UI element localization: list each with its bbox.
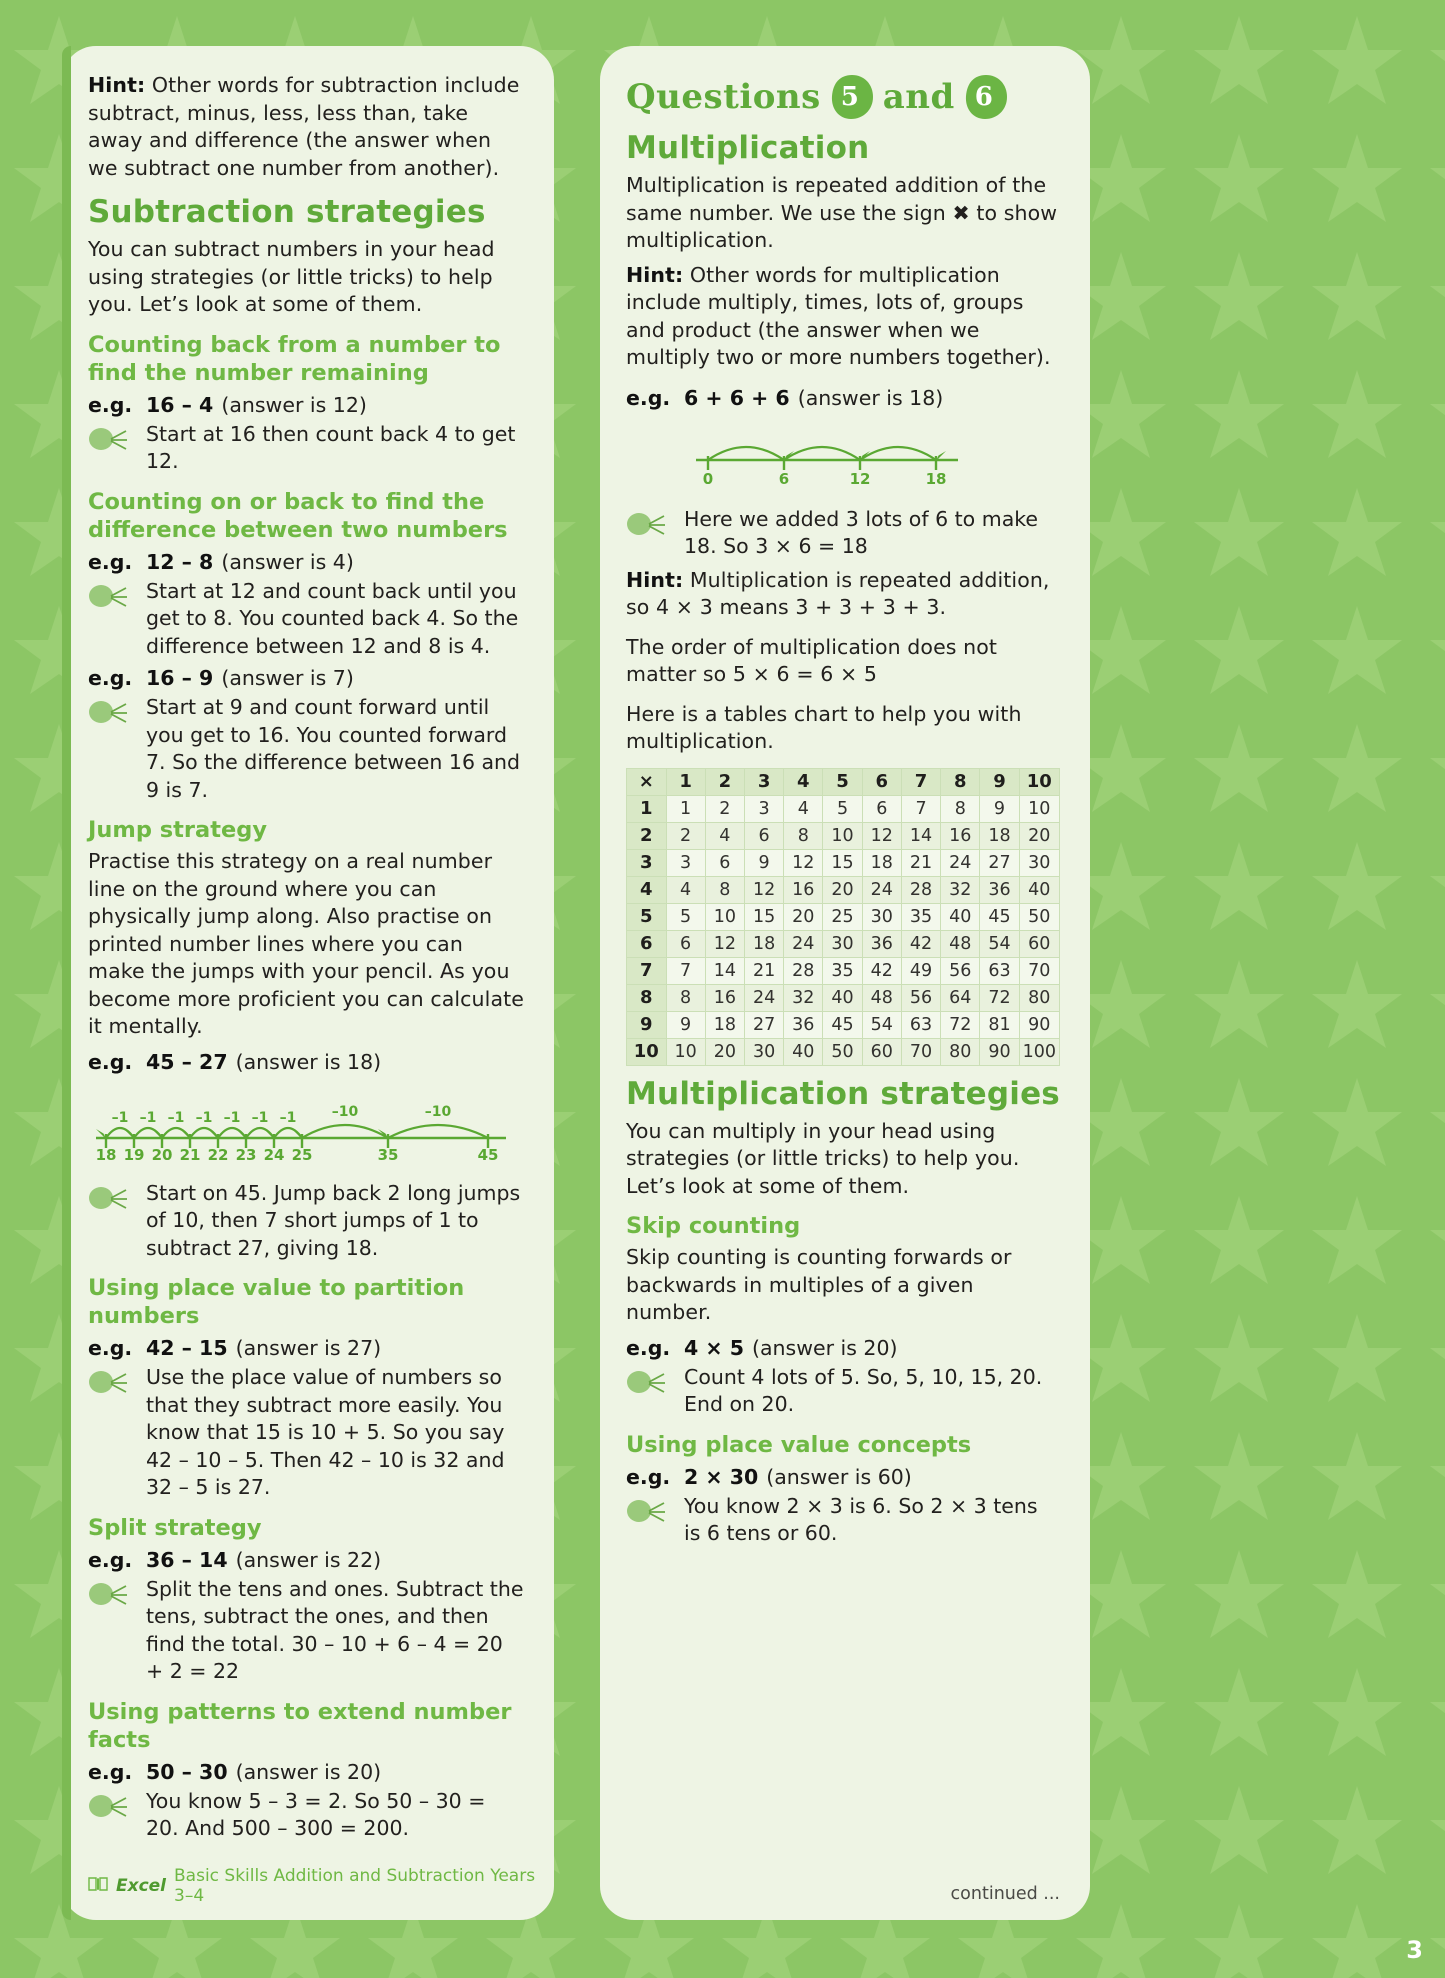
table-cell: 90 xyxy=(980,1038,1019,1065)
hint-text: Multiplication is repeated addition, so 4 × 3 means 3 + 3 + 3 + 3. xyxy=(626,567,1050,619)
svg-text:23: 23 xyxy=(235,1145,257,1164)
table-cell: 20 xyxy=(705,1038,744,1065)
table-col-header: 9 xyxy=(980,768,1019,795)
table-cell: 81 xyxy=(980,1011,1019,1038)
eg-label: e.g. xyxy=(88,1547,133,1572)
example-row xyxy=(626,384,1060,412)
table-row xyxy=(627,849,1060,876)
table-col-header: 10 xyxy=(1019,768,1059,795)
bullet-text: You know 5 – 3 = 2. So 50 – 30 = 20. And 500 – 300 = 200. xyxy=(146,1788,486,1840)
table-cell: 63 xyxy=(980,957,1019,984)
table-cell: 14 xyxy=(705,957,744,984)
table-row xyxy=(627,1011,1060,1038)
table-cell: 12 xyxy=(705,930,744,957)
table-cell: 24 xyxy=(862,876,901,903)
table-cell: 5 xyxy=(666,903,705,930)
bullet-text: Use the place value of numbers so that they subtract more easily. You know that 15 is 10 + 5. So you say 42 – 10 – 5. Then 42 – 10 is 32 and 32 – 5 is 27. xyxy=(146,1365,505,1499)
table-cell: 8 xyxy=(941,795,980,822)
table-cell: 30 xyxy=(1019,849,1059,876)
table-cell: 8 xyxy=(705,876,744,903)
table-cell: 21 xyxy=(901,849,940,876)
table-row xyxy=(627,903,1060,930)
table-cell: 32 xyxy=(784,984,823,1011)
bullet-text: Start at 16 then count back 4 to get 12. xyxy=(146,421,516,473)
svg-text:–1: –1 xyxy=(195,1109,213,1126)
table-row xyxy=(627,957,1060,984)
eg-expression: 42 – 15 xyxy=(146,1336,228,1360)
eg-label: e.g. xyxy=(88,666,133,690)
table-cell: 42 xyxy=(901,930,940,957)
table-cell: 70 xyxy=(1019,957,1059,984)
bullet-row xyxy=(88,1576,524,1686)
table-cell: 4 xyxy=(666,876,705,903)
subtraction-intro: You can subtract numbers in your head using strategies (or little tricks) to help you. Let’s look at some of them. xyxy=(88,237,495,316)
svg-text:21: 21 xyxy=(179,1145,201,1164)
table-col-header: 2 xyxy=(705,768,744,795)
table-cell: 40 xyxy=(941,903,980,930)
section-title-counting-on-back: Counting on or back to find the difference between two numbers xyxy=(88,488,508,543)
bullet-row xyxy=(88,1364,524,1502)
question-number-6: 6 xyxy=(974,82,993,112)
table-cell: 24 xyxy=(784,930,823,957)
svg-text:18: 18 xyxy=(95,1145,117,1164)
table-cell: 2 xyxy=(666,822,705,849)
svg-text:–1: –1 xyxy=(111,1109,129,1126)
example-row xyxy=(626,1463,1060,1491)
eg-expression: 6 + 6 + 6 xyxy=(684,385,790,410)
eg-expression: 50 – 30 xyxy=(146,1759,228,1784)
svg-text:22: 22 xyxy=(207,1145,229,1164)
table-cell: 24 xyxy=(744,984,783,1011)
eg-expression: 4 × 5 xyxy=(684,1335,744,1360)
table-row-header: 5 xyxy=(627,903,667,930)
table-cell: 18 xyxy=(862,849,901,876)
table-row xyxy=(627,930,1060,957)
table-cell: 30 xyxy=(823,930,862,957)
section-title-place-value-partition: Using place value to partition numbers xyxy=(88,1275,465,1329)
speech-bubble-icon xyxy=(88,1180,146,1216)
speech-bubble-icon xyxy=(626,1493,684,1529)
table-cell: 48 xyxy=(862,984,901,1011)
table-cell: 49 xyxy=(901,957,940,984)
table-cell: 20 xyxy=(784,903,823,930)
table-cell: 42 xyxy=(862,957,901,984)
multiplication-number-line-diagram xyxy=(626,418,1060,498)
table-cell: 54 xyxy=(980,930,1019,957)
eg-expression: 16 – 4 xyxy=(146,392,214,417)
eg-answer: (answer is 20) xyxy=(235,1759,382,1784)
table-cell: 20 xyxy=(1019,822,1059,849)
table-cell: 6 xyxy=(862,795,901,822)
skip-counting-body: Skip counting is counting forwards or backwards in multiples of a given number. xyxy=(626,1245,1012,1324)
example-row xyxy=(88,664,524,692)
table-cell: 27 xyxy=(980,849,1019,876)
table-cell: 64 xyxy=(941,984,980,1011)
question-number-badge-5 xyxy=(830,74,874,120)
speech-bubble-icon xyxy=(88,421,146,457)
bullet-row xyxy=(88,694,524,804)
table-cell: 54 xyxy=(862,1011,901,1038)
table-cell: 90 xyxy=(1019,1011,1059,1038)
table-cell: 6 xyxy=(666,930,705,957)
multiplication-strategies-intro: You can multiply in your head using strategies (or little tricks) to help you. Let’s look at some of them. xyxy=(626,1118,1020,1198)
table-cell: 45 xyxy=(980,903,1019,930)
eg-label: e.g. xyxy=(626,1464,671,1489)
speech-bubble-icon xyxy=(626,1364,684,1400)
table-col-header: 5 xyxy=(823,768,862,795)
jump-strategy-body: Practise this strategy on a real number line on the ground where you can physically jump along. Also practise on printed number lines where you can make the jumps with your pencil. As you become more proficient you can calculate it mentally. xyxy=(88,849,524,1038)
section-title-jump-strategy: Jump strategy xyxy=(88,817,267,843)
eg-expression: 45 – 27 xyxy=(146,1049,228,1074)
svg-text:–1: –1 xyxy=(279,1109,297,1126)
eg-answer: (answer is 7) xyxy=(221,666,354,690)
table-cell: 16 xyxy=(941,822,980,849)
table-cell: 2 xyxy=(705,795,744,822)
bullet-row xyxy=(88,421,524,476)
bullet-row xyxy=(88,1180,524,1263)
table-cell: 12 xyxy=(784,849,823,876)
section-title-patterns-extend-facts: Using patterns to extend number facts xyxy=(88,1698,512,1753)
table-cell: 50 xyxy=(823,1038,862,1065)
table-cell: 27 xyxy=(744,1011,783,1038)
table-cell: 5 xyxy=(823,795,862,822)
svg-text:–10: –10 xyxy=(424,1103,452,1120)
left-column-card xyxy=(62,46,554,1920)
eg-answer: (answer is 4) xyxy=(221,549,354,574)
eg-expression: 12 – 8 xyxy=(146,549,214,574)
table-row xyxy=(627,1038,1060,1065)
question-number-badge-6 xyxy=(964,74,1008,120)
table-cell: 9 xyxy=(980,795,1019,822)
table-row-header: 1 xyxy=(627,795,667,822)
eg-expression: 16 – 9 xyxy=(146,666,214,690)
svg-text:–1: –1 xyxy=(223,1109,241,1126)
table-cell: 56 xyxy=(941,957,980,984)
example-row xyxy=(626,1334,1060,1362)
table-cell: 10 xyxy=(1019,795,1059,822)
table-row xyxy=(627,984,1060,1011)
page-number: 3 xyxy=(1406,1936,1423,1964)
table-cell: 3 xyxy=(744,795,783,822)
eg-label: e.g. xyxy=(88,1336,133,1360)
multiplication-strategies-heading: Multiplication strategies xyxy=(626,1075,1060,1112)
table-cell: 18 xyxy=(705,1011,744,1038)
table-cell: 48 xyxy=(941,930,980,957)
order-of-multiplication-note: The order of multiplication does not matter so 5 × 6 = 6 × 5 xyxy=(626,634,998,686)
section-title-skip-counting: Skip counting xyxy=(626,1213,801,1239)
table-cell: 18 xyxy=(980,822,1019,849)
table-cell: 16 xyxy=(705,984,744,1011)
table-cell: 6 xyxy=(705,849,744,876)
table-cell: 9 xyxy=(744,849,783,876)
svg-text:35: 35 xyxy=(377,1145,399,1164)
eg-label: e.g. xyxy=(88,1759,133,1784)
tables-chart-intro: Here is a tables chart to help you with multiplication. xyxy=(626,701,1022,753)
table-cell: 63 xyxy=(901,1011,940,1038)
table-cell: 8 xyxy=(784,822,823,849)
bullet-row xyxy=(88,1788,524,1843)
svg-text:18: 18 xyxy=(925,469,947,488)
and-word: and xyxy=(882,77,955,117)
table-cell: 40 xyxy=(784,1038,823,1065)
svg-text:19: 19 xyxy=(123,1145,145,1164)
subtraction-strategies-heading: Subtraction strategies xyxy=(88,194,486,230)
svg-text:–1: –1 xyxy=(167,1109,185,1126)
table-row-header: 3 xyxy=(627,849,667,876)
hint-label: Hint: xyxy=(626,262,684,287)
table-cell: 40 xyxy=(1019,876,1059,903)
eg-answer: (answer is 22) xyxy=(235,1547,382,1572)
hint-repeated-addition xyxy=(626,567,1060,622)
speech-bubble-icon xyxy=(88,1788,146,1824)
brand-name: Excel xyxy=(116,1876,167,1896)
svg-text:20: 20 xyxy=(151,1145,173,1164)
table-cell: 36 xyxy=(784,1011,823,1038)
table-cell: 10 xyxy=(823,822,862,849)
bullet-row xyxy=(626,1493,1060,1548)
table-row-header: 2 xyxy=(627,822,667,849)
table-cell: 56 xyxy=(901,984,940,1011)
table-cell: 30 xyxy=(862,903,901,930)
svg-text:45: 45 xyxy=(477,1145,499,1164)
hint-text: Other words for multiplication include multiply, times, lots of, groups and product (the answer when we multiply two or more numbers together). xyxy=(626,262,1051,369)
table-cell: 10 xyxy=(705,903,744,930)
eg-expression: 36 – 14 xyxy=(146,1547,228,1572)
table-cell: 36 xyxy=(980,876,1019,903)
table-col-header: 6 xyxy=(862,768,901,795)
eg-label: e.g. xyxy=(88,1049,133,1074)
table-cell: 10 xyxy=(666,1038,705,1065)
table-cell: 72 xyxy=(941,1011,980,1038)
table-cell: 20 xyxy=(823,876,862,903)
speech-bubble-icon xyxy=(626,506,684,542)
svg-text:0: 0 xyxy=(702,469,714,488)
example-row xyxy=(88,548,524,576)
bullet-text: Start on 45. Jump back 2 long jumps of 10, then 7 short jumps of 1 to subtract 27, giving 18. xyxy=(146,1180,521,1260)
table-cell: 14 xyxy=(901,822,940,849)
table-col-header: 3 xyxy=(744,768,783,795)
table-cell: 50 xyxy=(1019,903,1059,930)
example-row xyxy=(88,1048,524,1076)
section-title-split-strategy: Split strategy xyxy=(88,1514,262,1541)
svg-text:–1: –1 xyxy=(251,1109,269,1126)
table-row-header: 7 xyxy=(627,957,667,984)
table-cell: 30 xyxy=(744,1038,783,1065)
bullet-row xyxy=(626,506,1060,561)
svg-text:12: 12 xyxy=(849,469,871,488)
svg-text:24: 24 xyxy=(263,1145,285,1164)
table-cell: 15 xyxy=(823,849,862,876)
bullet-row xyxy=(626,1364,1060,1419)
table-cell: 100 xyxy=(1019,1038,1059,1065)
hint-multiplication-words xyxy=(626,262,1060,372)
table-header-row xyxy=(627,768,1060,795)
table-cell: 35 xyxy=(901,903,940,930)
bullet-text: Start at 12 and count back until you get to 8. You counted back 4. So the difference between 12 and 8 is 4. xyxy=(146,578,519,658)
table-cell: 25 xyxy=(823,903,862,930)
example-row xyxy=(88,1334,524,1362)
table-cell: 8 xyxy=(666,984,705,1011)
table-cell: 15 xyxy=(744,903,783,930)
speech-bubble-icon xyxy=(88,578,146,614)
table-col-header: 1 xyxy=(666,768,705,795)
table-cell: 35 xyxy=(823,957,862,984)
bullet-text: Start at 9 and count forward until you get to 16. You counted forward 7. So the difference between 16 and 9 is 7. xyxy=(146,695,521,802)
table-cell: 45 xyxy=(823,1011,862,1038)
example-row xyxy=(88,1546,524,1574)
table-cell: 80 xyxy=(941,1038,980,1065)
table-row-header: 4 xyxy=(627,876,667,903)
bullet-text: Here we added 3 lots of 6 to make 18. So 3 × 6 = 18 xyxy=(684,506,1039,558)
speech-bubble-icon xyxy=(88,1576,146,1612)
table-cell: 9 xyxy=(666,1011,705,1038)
table-col-header: 4 xyxy=(784,768,823,795)
eg-answer: (answer is 27) xyxy=(235,1336,382,1360)
table-cell: 6 xyxy=(744,822,783,849)
table-col-header: 7 xyxy=(901,768,940,795)
hint-subtraction-words xyxy=(88,72,524,182)
table-row-header: 8 xyxy=(627,984,667,1011)
table-cell: 24 xyxy=(941,849,980,876)
table-cell: 60 xyxy=(1019,930,1059,957)
footer-text: Basic Skills Addition and Subtraction Years 3–4 xyxy=(174,1866,536,1906)
book-footer xyxy=(88,1866,554,1906)
hint-text: Other words for subtraction include subtract, minus, less, less than, take away and difference (the answer when we subtract one number from another). xyxy=(88,73,520,180)
table-row-header: 6 xyxy=(627,930,667,957)
eg-answer: (answer is 18) xyxy=(797,385,944,410)
table-cell: 7 xyxy=(666,957,705,984)
svg-text:25: 25 xyxy=(291,1145,313,1164)
table-corner-multiply-icon: × xyxy=(627,768,667,795)
question-number-5: 5 xyxy=(840,82,859,112)
bullet-text: Split the tens and ones. Subtract the tens, subtract the ones, and then find the total. 30 – 10 + 6 – 4 = 20 + 2 = 22 xyxy=(146,1576,524,1683)
bullet-text: Count 4 lots of 5. So, 5, 10, 15, 20. End on 20. xyxy=(684,1364,1043,1416)
eg-label: e.g. xyxy=(626,385,671,410)
eg-answer: (answer is 60) xyxy=(766,1464,912,1489)
eg-label: e.g. xyxy=(88,392,133,417)
eg-answer: (answer is 12) xyxy=(221,392,367,417)
book-icon xyxy=(88,1876,108,1897)
eg-expression: 2 × 30 xyxy=(684,1464,759,1489)
questions-banner xyxy=(626,74,1060,120)
bullet-text: You know 2 × 3 is 6. So 2 × 3 tens is 6 tens or 60. xyxy=(684,1493,1038,1545)
table-cell: 70 xyxy=(901,1038,940,1065)
eg-answer: (answer is 20) xyxy=(751,1335,898,1360)
hint-label: Hint: xyxy=(88,73,146,97)
table-row xyxy=(627,822,1060,849)
table-cell: 16 xyxy=(784,876,823,903)
table-cell: 80 xyxy=(1019,984,1059,1011)
questions-word: Questions xyxy=(626,77,821,117)
table-cell: 3 xyxy=(666,849,705,876)
table-row xyxy=(627,795,1060,822)
table-cell: 1 xyxy=(666,795,705,822)
table-cell: 28 xyxy=(784,957,823,984)
table-col-header: 8 xyxy=(941,768,980,795)
table-cell: 21 xyxy=(744,957,783,984)
table-row-header: 9 xyxy=(627,1011,667,1038)
continued-label: continued ... xyxy=(950,1884,1060,1904)
example-row xyxy=(88,391,524,419)
multiplication-intro: Multiplication is repeated addition of the same number. We use the sign ✖ to show multiplication. xyxy=(626,173,1058,252)
svg-text:–1: –1 xyxy=(139,1109,157,1126)
table-cell: 12 xyxy=(744,876,783,903)
svg-text:–10: –10 xyxy=(331,1103,359,1120)
table-cell: 7 xyxy=(901,795,940,822)
section-title-counting-back: Counting back from a number to find the number remaining xyxy=(88,331,501,386)
table-cell: 12 xyxy=(862,822,901,849)
bullet-row xyxy=(88,578,524,661)
table-cell: 36 xyxy=(862,930,901,957)
table-cell: 4 xyxy=(784,795,823,822)
table-cell: 72 xyxy=(980,984,1019,1011)
svg-text:6: 6 xyxy=(778,469,790,488)
table-cell: 40 xyxy=(823,984,862,1011)
table-cell: 18 xyxy=(744,930,783,957)
eg-answer: (answer is 18) xyxy=(235,1049,382,1074)
right-column-card xyxy=(600,46,1090,1920)
multiplication-table xyxy=(626,768,1060,1066)
example-row xyxy=(88,1758,524,1786)
speech-bubble-icon xyxy=(88,694,146,730)
eg-label: e.g. xyxy=(626,1335,671,1360)
table-row-header: 10 xyxy=(627,1038,667,1065)
jump-number-line-diagram xyxy=(88,1082,524,1172)
multiplication-heading: Multiplication xyxy=(626,130,870,166)
table-cell: 32 xyxy=(941,876,980,903)
table-cell: 4 xyxy=(705,822,744,849)
table-cell: 28 xyxy=(901,876,940,903)
eg-label: e.g. xyxy=(88,549,133,574)
hint-label: Hint: xyxy=(626,567,684,592)
table-cell: 60 xyxy=(862,1038,901,1065)
table-row xyxy=(627,876,1060,903)
speech-bubble-icon xyxy=(88,1364,146,1400)
section-title-place-value-concepts: Using place value concepts xyxy=(626,1431,972,1458)
